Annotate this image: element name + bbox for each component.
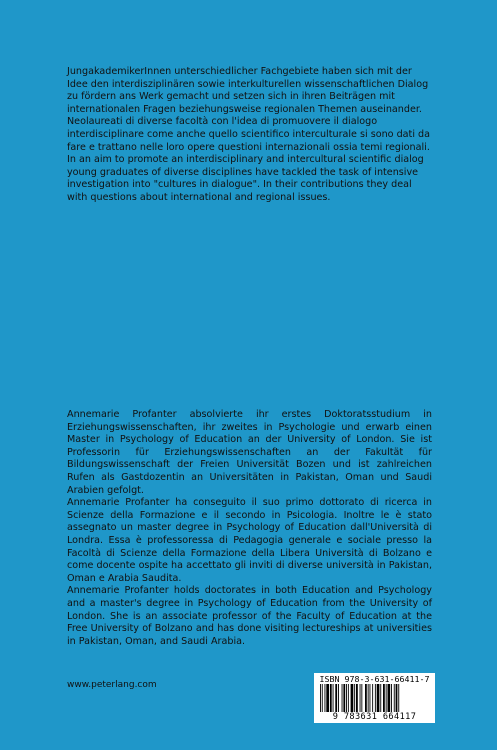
barcode-bar — [343, 684, 345, 712]
barcode-bar — [338, 684, 339, 712]
barcode-bar — [388, 684, 391, 712]
barcode-bar — [391, 684, 392, 712]
barcode-bar — [348, 684, 349, 712]
bio-german: Annemarie Profanter absolvierte ihr erstes Doktoratsstudium in Erziehungswissenschaften, ihr zweites in Psychologie und erwarb einen Master in Psychology of Education an der University of London. Sie ist Professorin für Erziehungswissenschaften an der Fakultät für Bildungswissenschaft der Freien Universität Bozen und ist zahlreichen Rufen als Gastdozentin an Universitäten in Pakistan, Oman und Saudi Arabien gefolgt. — [67, 409, 432, 496]
barcode-bar — [383, 684, 385, 712]
barcode-bar — [346, 684, 347, 712]
barcode-bar — [386, 684, 387, 712]
barcode-bar — [326, 684, 329, 712]
barcode-bar — [322, 684, 323, 712]
barcode-bar — [342, 684, 343, 712]
barcode-bar — [396, 684, 398, 712]
publisher-website[interactable]: www.peterlang.com — [67, 680, 157, 690]
barcode-bar — [333, 684, 334, 712]
bio-english: Annemarie Profanter holds doctorates in both Education and Psychology and a master's degree in Psychology of Education from the University of London. She is an associate professor of the Faculty of Education at the Free University of Bolzano and has done visiting lectureships at universities in Pakistan, Oman, and Saudi Arabia. — [67, 585, 432, 647]
barcode-bar — [325, 684, 326, 712]
barcode-bar — [372, 684, 373, 712]
barcode-bar — [375, 684, 376, 712]
barcode-bar — [361, 684, 362, 712]
bio-italian: Annemarie Profanter ha conseguito il suo primo dottorato di ricerca in Scienze della Formazione e il secondo in Psicologia. Inoltre le è stato assegnato un master degree in Psychology of Education dall'Università di Londra. Essa è professoressa di Pedagogia generale e sociale presso la Facoltà di Scienze della Formazione della Libera Università di Bolzano e come docente ospite ha accettato gli inviti di diverse università in Pakistan, Oman e Arabia Saudita. — [67, 497, 432, 584]
barcode-bar — [360, 684, 361, 712]
barcode-bar — [365, 684, 367, 712]
barcode-bar — [398, 684, 399, 712]
isbn-number: ISBN 978-3-631-66411-7 — [319, 674, 430, 684]
barcode-icon — [320, 684, 429, 712]
author-bio — [67, 409, 432, 648]
isbn-barcode — [314, 673, 435, 723]
barcode-bar — [335, 684, 337, 712]
barcode-bar — [320, 684, 321, 712]
barcode-bar — [370, 684, 371, 712]
description-italian: Neolaureati di diverse facoltà con l'idea di promuovere il dialogo interdisciplinare come anche quello scientifico interculturale si sono dati da fare e trattano nelle loro opere questioni internazionali ossia temi regionali. — [67, 116, 431, 153]
barcode-bar — [356, 684, 358, 712]
description-german: JungakademikerInnen unterschiedlicher Fachgebiete haben sich mit der Idee den interdisziplinären sowie interkulturellen wissenschaftlichen Dialog zu fördern ans Werk gemacht und setzen sich in ihren Beiträgen mit internationalen Fragen beziehungsweise regionalen Themen auseinander. — [67, 66, 429, 115]
barcode-bar — [377, 684, 380, 712]
barcode-bar — [368, 684, 369, 712]
description-english: In an aim to promote an interdisciplinary and intercultural scientific dialog young graduates of diverse disciplines have tackled the task of intensive investigation into "cultures in dialogue". In their contributions they deal with questions about international and regional issues. — [67, 154, 424, 203]
book-description — [67, 66, 432, 205]
barcode-bar — [380, 684, 381, 712]
barcode-digits: 9 783631 664117 — [332, 712, 417, 722]
barcode-bar — [354, 684, 355, 712]
barcode-bar — [351, 684, 354, 712]
barcode-bar — [330, 684, 332, 712]
barcode-bar — [394, 684, 395, 712]
